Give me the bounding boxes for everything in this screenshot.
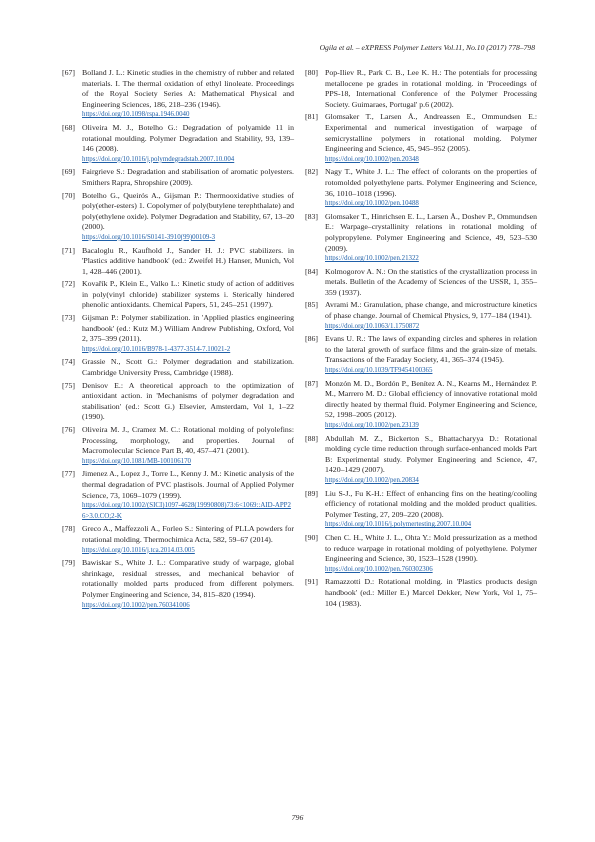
reference-text: Denisov E.: A theoretical approach to the optimization of antioxidant action. in 'Mechanisms of polymer degradation and stabilisation' (ed.: Scott G.) Elsevier, Amsterdam, Vol 1, 1–22 (1990). [82,380,294,422]
reference-text: Glomsaker T., Hinrichsen E. L., Larsen Å., Doshev P., Ommundsen E.: Warpage–crystallinity relations in rotational molding of polypropylene. Polymer Engineering and Science, 49, 523–530 (2009). [325,211,537,253]
reference-number: [83] [305,211,318,221]
reference-number: [85] [305,300,318,310]
reference-text: Gijsman P.: Polymer stabilization. in 'Applied plastics engineering handbook' (ed.: Kutz M.) William Andrew Publishing, Oxford, Vol 2, 375–399 (2011). [82,313,294,344]
doi-link[interactable]: https://doi.org/10.1002/pen.760302306 [325,565,433,573]
reference-text: Oliveira M. J., Botelho G.: Degradation of polyamide 11 in rotational moulding. Polymer Degradation and Stability, 93, 139–146 (2008). [82,122,294,154]
reference-item [305,300,537,332]
reference-item [62,191,294,244]
running-head: Ogila et al. – eXPRESS Polymer Letters Vol.11, No.10 (2017) 778–798 [319,43,535,52]
reference-text: Chen C. H., White J. L., Ohta Y.: Mold pressurization as a method to reduce warpage in rotational molding of polyethylene. Polymer Engineering and Science, 30, 1523–1528 (1990). [325,532,537,564]
reference-item [305,334,537,376]
reference-text: Botelho G., Queirós A., Gijsman P.: Thermooxidative studies of poly(ether-esters) 1. Copolymer of poly(butylene terephthalate) and poly(ethylene oxide). Polymer Degradation and Stability, 67, 13–20 (2000). [82,190,294,232]
reference-item [62,425,294,467]
reference-item [305,212,537,265]
reference-item [62,167,294,188]
doi-link[interactable]: https://doi.org/10.1002/pen.10488 [325,200,419,208]
doi-link[interactable]: https://doi.org/10.1016/j.tca.2014.03.005 [82,546,195,554]
reference-item [62,357,294,378]
reference-item [62,279,294,311]
reference-text: Bolland J. L.: Kinetic studies in the chemistry of rubber and related materials. I. The thermal oxidation of ethyl linoleate. Proceedings of the Royal Society Series A: Mathematical Physical and Engineering Sciences, 186, 218–236 (1946). [82,68,294,109]
reference-text: Kolmogorov A. N.: On the statistics of the crystallization process in metals. Bulletin of the Academy of Sciences of the USSR, 1, 355–359 (1937). [325,266,537,297]
reference-item [305,533,537,575]
doi-link[interactable]: https://doi.org/10.1016/S0141-3910(99)00109-3 [82,233,216,241]
reference-item [62,68,294,121]
reference-number: [84] [305,266,318,276]
reference-item [62,381,294,423]
doi-link[interactable]: https://doi.org/10.1002/(SICI)1097-4628(19990808)73:6<1069::AID-APP26>3.0.CO;2-K [82,502,291,520]
reference-number: [73] [62,313,75,323]
reference-number: [88] [305,433,318,443]
reference-number: [75] [62,380,75,390]
reference-item [305,379,537,432]
reference-text: Nagy T., White J. L.: The effect of colorants on the properties of rotomolded polyethylene parts. Polymer Engineering and Science, 36, 1010–1018 (1996). [325,167,537,198]
reference-item [305,267,537,299]
reference-text: Bawiskar S., White J. L.: Comparative study of warpage, global shrinkage, residual stresses, and mechanical behavior of rotationally molded parts produced from different polymers. Polymer Engineering and Science, 34, 815–820 (1994). [82,558,294,599]
reference-item [62,246,294,278]
reference-number: [90] [305,532,318,542]
reference-text: Evans U. R.: The laws of expanding circles and spheres in relation to the lateral growth of surface films and the grain-size of metals. Transactions of the Faraday Society, 41, 365–374 (1945). [325,334,537,365]
reference-text: Jimenez A., Lopez J., Torre L., Kenny J. M.: Kinetic analysis of the thermal degradation of PVC plastisols. Journal of Applied Polymer Science, 73, 1069–1079 (1999). [82,469,294,500]
doi-link[interactable]: https://doi.org/10.1016/j.polymdegradstab.2007.10.004 [82,155,235,163]
reference-text: Monzón M. D., Bordón P., Benítez A. N., Kearns M., Hernández P. M., Marrero M. D.: Global efficiency of innovative rotational mold directly heated by thermal fluid. Polymer Engineering and Science, 52, 1998–2005 (2012). [325,378,537,420]
reference-item [62,469,294,522]
doi-link[interactable]: https://doi.org/10.1081/MB-100106170 [82,457,191,465]
reference-number: [68] [62,122,75,132]
reference-text: Liu S-J., Fu K-H.: Effect of enhancing fins on the heating/cooling efficiency of rotational molding and the molded product qualities. Polymer Testing, 27, 209–220 (2008). [325,488,537,519]
reference-text: Pop-Iliev R., Park C. B., Lee K. H.: The potentials for processing metallocene pe grades in rotational molding. in 'Proceedings of PPS-18, International Conference of the Polymer Processing Society. Guimaraes, Portugal' p.6 (2002). [325,68,537,109]
reference-text: Oliveira M. J., Cramez M. C.: Rotational molding of polyolefins: Processing, morphology, and properties. Journal of Macromolecular Science Part B, 40, 457–471 (2001). [82,425,294,456]
reference-text: Ramazzotti D.: Rotational molding. in 'Plastics products design handbook' (ed.: Miller E.) Marcel Dekker, New York, Vol 1, 75–104 (1983). [325,577,537,608]
doi-link[interactable]: https://doi.org/10.1002/pen.20348 [325,155,419,163]
reference-item [62,558,294,611]
doi-link[interactable]: https://doi.org/10.1002/pen.20834 [325,476,419,484]
page-number: 796 [291,813,304,822]
reference-number: [86] [305,334,318,344]
reference-item [305,167,537,209]
reference-number: [74] [62,357,75,367]
reference-number: [70] [62,190,75,200]
reference-number: [72] [62,279,75,289]
references-right-column [305,68,537,611]
reference-text: Glomsaker T., Larsen Å., Andreassen E., Ommundsen E.: Experimental and numerical investigation of warpage of semicrystalline polymers in rotational molding. Polymer Engineering and Science, 45, 945–952 (2005). [325,112,537,154]
reference-number: [89] [305,488,318,498]
reference-text: Fairgrieve S.: Degradation and stabilisation of aromatic polyesters. Smithers Rapra, Shropshire (2009). [82,167,294,187]
reference-item [62,524,294,556]
doi-link[interactable]: https://doi.org/10.1002/pen.23139 [325,422,419,429]
reference-text: Bacaloglu R., Kaufhold J., Sander H. J.: PVC stabilizers. in 'Plastics additive handbook' (ed.: Zweifel H.) Hanser, Munich, Vol 1, 428–446 (2001). [82,245,294,276]
reference-number: [80] [305,68,318,77]
reference-item [62,313,294,355]
reference-item [305,434,537,487]
doi-link[interactable]: https://doi.org/10.1016/j.polymertesting.2007.10.004 [325,521,472,529]
doi-link[interactable]: https://doi.org/10.1063/1.1750872 [325,322,420,330]
reference-number: [79] [62,558,75,568]
reference-number: [69] [62,167,75,177]
reference-number: [78] [62,524,75,534]
doi-link[interactable]: https://doi.org/10.1002/pen.760341006 [82,601,190,609]
reference-text: Abdullah M. Z., Bickerton S., Bhattacharyya D.: Rotational molding cycle time reduction through surface-enhanced molds Part B: Experimental study. Polymer Engineering and Science, 47, 1420–1429 (2007). [325,433,537,475]
doi-link[interactable]: https://doi.org/10.1016/B978-1-4377-3514-7.10021-2 [82,345,231,353]
reference-number: [77] [62,469,75,479]
reference-number: [71] [62,245,75,255]
reference-item [305,112,537,165]
reference-number: [76] [62,425,75,434]
doi-link[interactable]: https://doi.org/10.1098/rspa.1946.0040 [82,111,190,119]
doi-link[interactable]: https://doi.org/10.1002/pen.21322 [325,255,419,263]
reference-item [305,489,537,531]
reference-number: [81] [305,112,318,122]
reference-text: Kovařík P., Klein E., Valko L.: Kinetic study of action of additives in poly(vinyl chloride) stabilizer systems i. Sterically hindered phenolic antioxidants. Chemical Papers, 51, 245–251 (1997). [82,279,294,310]
reference-text: Avrami M.: Granulation, phase change, and microstructure kinetics of phase change. Journal of Chemical Physics, 9, 177–184 (1941). [325,300,537,321]
reference-text: Greco A., Maffezzoli A., Forleo S.: Sintering of PLLA powders for rotational molding. Thermochimica Acta, 582, 59–67 (2014). [82,524,294,544]
reference-number: [87] [305,378,318,388]
references-left-column [62,68,294,613]
reference-number: [82] [305,167,318,177]
doi-link[interactable]: https://doi.org/10.1039/TF9454100365 [325,367,433,375]
reference-item [62,123,294,165]
reference-number: [91] [305,577,318,587]
reference-item [305,68,537,110]
reference-text: Grassie N., Scott G.: Polymer degradation and stabilization. Cambridge University Press, Cambridge (1988). [82,357,294,378]
reference-item [305,577,537,609]
reference-number: [67] [62,68,75,77]
